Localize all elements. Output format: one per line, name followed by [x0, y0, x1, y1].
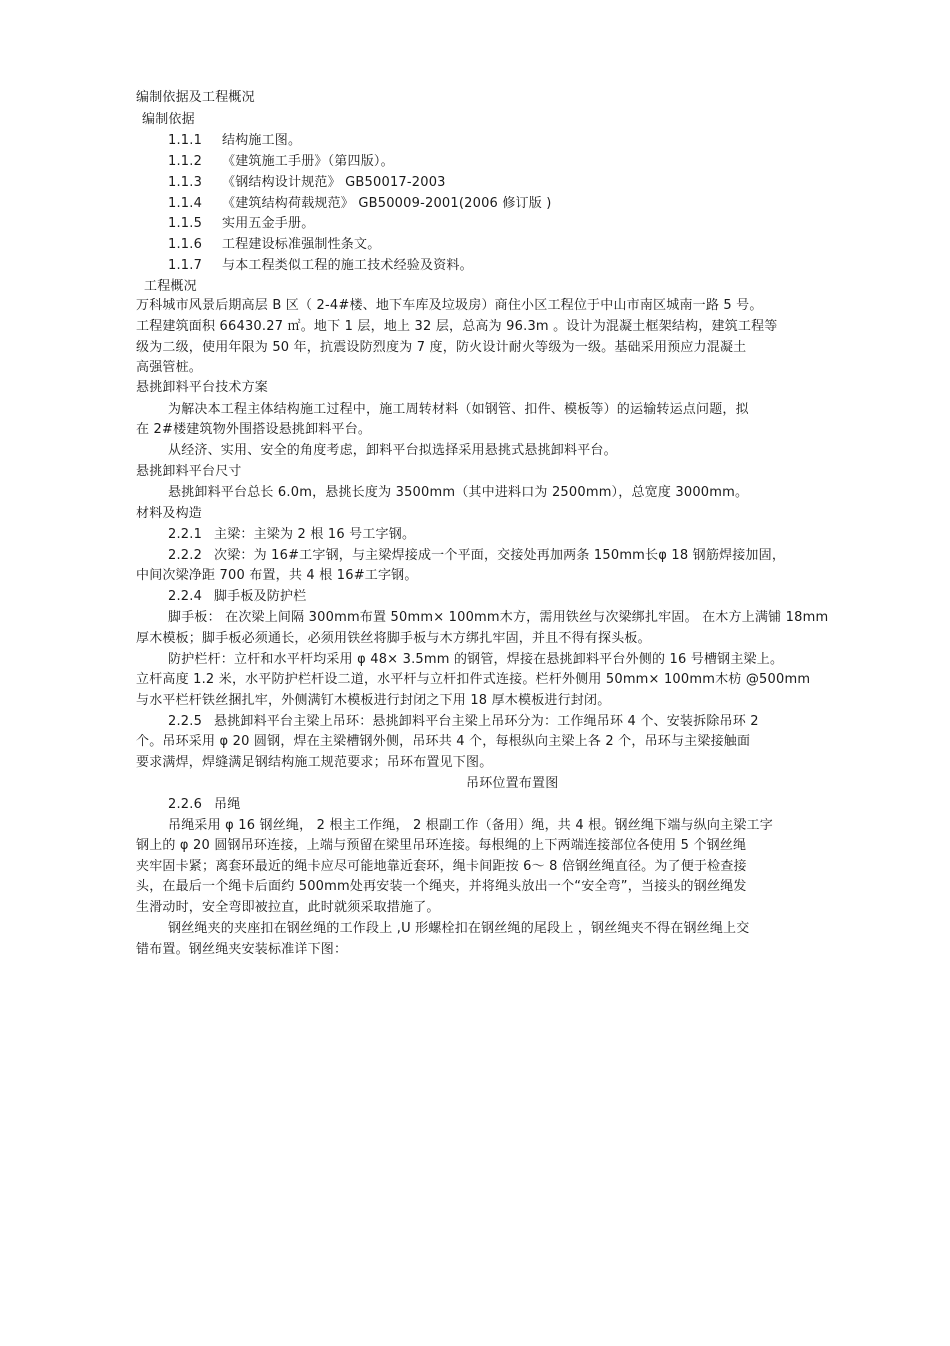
paragraph-line: 高强管桩。 — [136, 360, 203, 375]
basis-item-number: 1.1.4 — [168, 196, 203, 211]
subheading-materials: 材料及构造 — [136, 506, 203, 521]
basis-item-text: 《建筑结构荷载规范》 GB50009-2001(2006 修订版 ) — [222, 196, 552, 211]
paragraph-line: 级为二级，使用年限为 50 年，抗震设防烈度为 7 度，防火设计耐火等级为一级。基础采用预应力混凝土 — [136, 340, 747, 355]
subheading-basis: 编制依据 — [142, 112, 195, 127]
basis-item-text: 《钢结构设计规范》 GB50017-2003 — [222, 175, 446, 190]
item-number: 2.2.6 — [168, 797, 203, 812]
item-number: 2.2.4 — [168, 589, 203, 604]
paragraph-line: 要求满焊，焊缝满足钢结构施工规范要求；吊环布置见下图。 — [136, 755, 493, 770]
item-number: 2.2.2 — [168, 548, 203, 563]
basis-item-text: 工程建设标准强制性条文。 — [222, 237, 381, 252]
basis-item-text: 实用五金手册。 — [222, 216, 315, 231]
paragraph-line: 万科城市风景后期高层 B 区（ 2-4#楼、地下车库及垃圾房）商住小区工程位于中山市南区城南一路 5 号。 — [136, 298, 763, 313]
basis-item-text: 结构施工图。 — [222, 133, 302, 148]
item-number: 2.2.5 — [168, 714, 203, 729]
basis-item-number: 1.1.6 — [168, 237, 203, 252]
section-heading-platform-plan: 悬挑卸料平台技术方案 — [136, 380, 269, 395]
paragraph-line: 夹牢固卡紧；离套环最近的绳卡应尽可能地靠近套环，绳卡间距按 6～ 8 倍钢丝绳直径。为了便于检查接 — [136, 859, 747, 874]
figure-caption: 吊环位置布置图 — [466, 776, 559, 791]
paragraph-line: 错布置。钢丝绳夹安装标准详下图： — [136, 942, 348, 957]
paragraph-line: 个。吊环采用 φ 20 圆钢，焊在主梁槽钢外侧，吊环共 4 个，每根纵向主梁上各 2 个，吊环与主梁接触面 — [136, 734, 751, 749]
basis-item-text: 《建筑施工手册》（第四版）。 — [222, 154, 394, 169]
paragraph-line: 吊绳采用 φ 16 钢丝绳， 2 根主工作绳， 2 根副工作（备用）绳，共 4 根。钢丝绳下端与纵向主梁工字 — [168, 818, 773, 833]
subheading-overview: 工程概况 — [144, 279, 197, 294]
basis-item-number: 1.1.7 — [168, 258, 203, 273]
item-number: 2.2.1 — [168, 527, 203, 542]
paragraph-line: 钢丝绳夹的夹座扣在钢丝绳的工作段上 ,U 形螺栓扣在钢丝绳的尾段上 ，钢丝绳夹不得在钢丝绳上交 — [168, 921, 750, 936]
paragraph-line: 脚手板： 在次梁上间隔 300mm布置 50mm× 100mm木方，需用铁丝与次梁绑扎牢固。 在木方上满铺 18mm — [168, 610, 829, 625]
item-text: 悬挑卸料平台主梁上吊环：悬挑卸料平台主梁上吊环分为：工作绳吊环 4 个、安装拆除吊环 2 — [214, 714, 759, 729]
paragraph-line: 从经济、实用、安全的角度考虑，卸料平台拟选择采用悬挑式悬挑卸料平台。 — [168, 443, 617, 458]
paragraph-line: 生滑动时，安全弯即被拉直，此时就须采取措施了。 — [136, 900, 440, 915]
paragraph-line: 为解决本工程主体结构施工过程中，施工周转材料（如钢管、扣件、模板等）的运输转运点问题，拟 — [168, 402, 749, 417]
paragraph-line: 厚木模板；脚手板必须通长，必须用铁丝将脚手板与木方绑扎牢固，并且不得有探头板。 — [136, 631, 651, 646]
section-heading-basis-overview: 编制依据及工程概况 — [136, 90, 255, 105]
paragraph-line: 悬挑卸料平台总长 6.0m，悬挑长度为 3500mm（其中进料口为 2500mm），总宽度 3000mm。 — [168, 485, 749, 500]
basis-item-number: 1.1.5 — [168, 216, 203, 231]
basis-item-number: 1.1.3 — [168, 175, 203, 190]
paragraph-line: 立杆高度 1.2 米，水平防护栏杆设二道，水平杆与立杆扣件式连接。栏杆外侧用 50mm× 100mm木枋 @500mm — [136, 672, 811, 687]
item-text: 主梁：主梁为 2 根 16 号工字钢。 — [214, 527, 416, 542]
basis-item-text: 与本工程类似工程的施工技术经验及资料。 — [222, 258, 473, 273]
item-text: 次梁：为 16#工字钢，与主梁焊接成一个平面，交接处再加两条 150mm长φ 18 钢筋焊接加固， — [214, 548, 786, 563]
paragraph-line: 在 2#楼建筑物外围搭设悬挑卸料平台。 — [136, 422, 372, 437]
paragraph-line: 中间次梁净距 700 布置，共 4 根 16#工字钢。 — [136, 568, 418, 583]
item-text: 吊绳 — [214, 797, 241, 812]
basis-item-number: 1.1.2 — [168, 154, 203, 169]
item-text: 脚手板及防护栏 — [214, 589, 307, 604]
paragraph-line: 工程建筑面积 66430.27 ㎡。地下 1 层，地上 32 层，总高为 96.3m 。设计为混凝土框架结构，建筑工程等 — [136, 319, 778, 334]
paragraph-line: 与水平栏杆铁丝捆扎牢，外侧满钉木模板进行封闭之下用 18 厚木模板进行封闭。 — [136, 693, 611, 708]
paragraph-line: 头，在最后一个绳卡后面约 500mm处再安装一个绳夹，并将绳头放出一个“安全弯”，当接头的钢丝绳发 — [136, 879, 747, 894]
subheading-platform-size: 悬挑卸料平台尺寸 — [136, 464, 242, 479]
paragraph-line: 防护栏杆：立杆和水平杆均采用 φ 48× 3.5mm 的钢管，焊接在悬挑卸料平台外侧的 16 号槽钢主梁上。 — [168, 652, 784, 667]
paragraph-line: 钢上的 φ 20 圆钢吊环连接，上端与预留在梁里吊环连接。每根绳的上下两端连接部位各使用 5 个钢丝绳 — [136, 838, 747, 853]
basis-item-number: 1.1.1 — [168, 133, 203, 148]
